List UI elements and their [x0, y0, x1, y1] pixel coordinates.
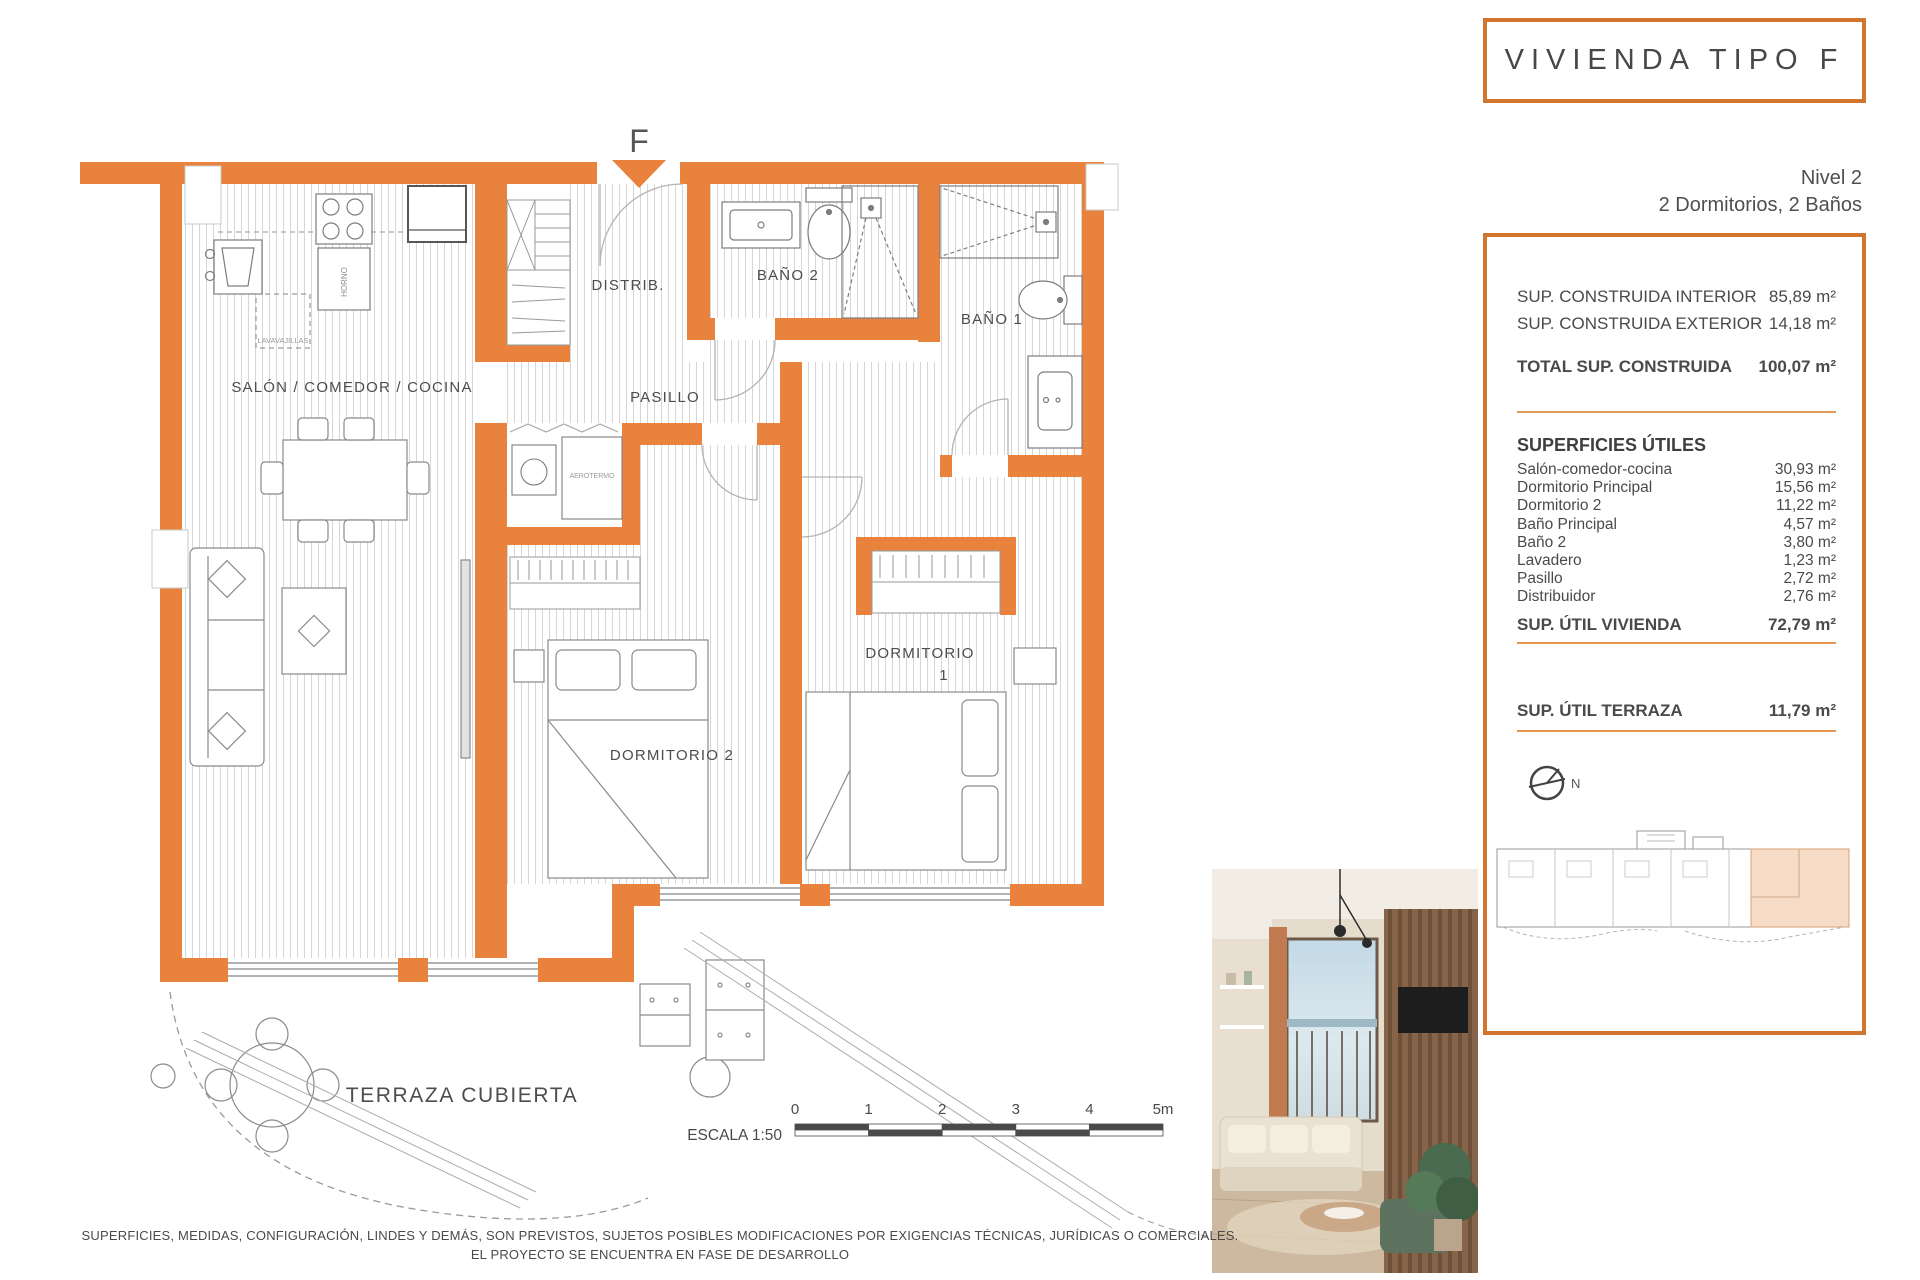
utiles-row: Dormitorio Principal 15,56 m²: [1517, 479, 1836, 497]
level-line: Nivel 2: [1800, 167, 1862, 189]
utiles-list: [1517, 461, 1836, 607]
label-banyo1: BAÑO 1: [960, 311, 1024, 328]
interior-render: [1212, 869, 1478, 1273]
label-pasillo: PASILLO: [630, 389, 700, 406]
disclaimer-line2: EL PROYECTO SE ENCUENTRA EN FASE DE DESARROLLO: [470, 1247, 850, 1262]
title-box: [1483, 18, 1866, 103]
surface-panel: [1483, 233, 1866, 1035]
svg-text:3: 3: [1011, 1101, 1020, 1118]
utiles-row: Baño 2 3,80 m²: [1517, 533, 1836, 551]
aerotermo-label: AEROTERMO: [569, 473, 615, 480]
rooms-line: 2 Dormitorios, 2 Baños: [1658, 194, 1862, 216]
utiles-row: Dormitorio 2 11,22 m²: [1517, 497, 1836, 515]
svg-text:1: 1: [864, 1101, 873, 1118]
scale-bar: [687, 1101, 1173, 1144]
label-dormitorio1: DORMITORIO: [865, 645, 975, 662]
label-dormitorio1-num: 1: [939, 667, 949, 684]
label-distrib: DISTRIB.: [591, 277, 665, 294]
svg-text:2: 2: [938, 1101, 947, 1118]
north-arrow-icon: [1529, 767, 1580, 799]
lavavajillas-label: LAVAVAJILLAS: [257, 336, 309, 345]
label-terraza: TERRAZA CUBIERTA: [345, 1084, 579, 1107]
util-vivienda-row: SUP. ÚTIL VIVIENDA 72,79 m²: [1517, 615, 1836, 644]
utiles-row: Baño Principal 4,57 m²: [1517, 515, 1836, 533]
terrace-elements: [151, 960, 764, 1152]
building-outline: [1497, 831, 1849, 942]
construida-exterior-row: SUP. CONSTRUIDA EXTERIOR 14,18 m²: [1517, 314, 1836, 333]
utiles-row: Salón-comedor-cocina 30,93 m²: [1517, 461, 1836, 478]
interior-photo: [1212, 869, 1478, 1273]
label-banyo2: BAÑO 2: [756, 267, 820, 284]
svg-text:4: 4: [1085, 1101, 1094, 1118]
entrance-arrow-icon: [612, 160, 666, 188]
highlighted-unit: [1751, 849, 1849, 927]
construida-interior-row: SUP. CONSTRUIDA INTERIOR 85,89 m²: [1517, 287, 1836, 306]
key-plan: [1489, 749, 1864, 1029]
disclaimer: [20, 1226, 1300, 1264]
horno-label: HORNO: [340, 267, 349, 297]
hall-closet: [507, 200, 570, 345]
total-construida-row: TOTAL SUP. CONSTRUIDA 100,07 m²: [1517, 357, 1836, 376]
terrace-edge: [170, 932, 1208, 1236]
util-terraza-row: SUP. ÚTIL TERRAZA 11,79 m²: [1517, 701, 1836, 732]
disclaimer-line1: SUPERFICIES, MEDIDAS, CONFIGURACIÓN, LINDES Y DEMÁS, SON PREVISTOS, SUJETOS POSIBLES MODIFICACIONES POR EXIGENCIAS TÉCNICAS, JURÍDICAS O COMERCIALES.: [81, 1228, 1239, 1243]
svg-text:5m: 5m: [1152, 1101, 1174, 1118]
label-dormitorio2: DORMITORIO 2: [609, 747, 735, 764]
utiles-heading: SUPERFICIES ÚTILES: [1517, 435, 1707, 455]
level-info: [1483, 165, 1862, 219]
page-title: VIVIENDA TIPO F: [1504, 44, 1845, 76]
utiles-row: Distribuidor 2,76 m²: [1517, 588, 1836, 606]
north-label: N: [1571, 776, 1581, 791]
svg-text:0: 0: [790, 1101, 800, 1118]
scale-label: ESCALA 1:50: [687, 1127, 782, 1144]
entrance-marker-label: F: [629, 123, 649, 159]
utiles-row: Lavadero 1,23 m²: [1517, 552, 1836, 570]
panel-divider: [1517, 411, 1836, 413]
label-salon: SALÓN / COMEDOR / COCINA: [231, 379, 473, 396]
utiles-row: Pasillo 2,72 m²: [1517, 570, 1836, 588]
